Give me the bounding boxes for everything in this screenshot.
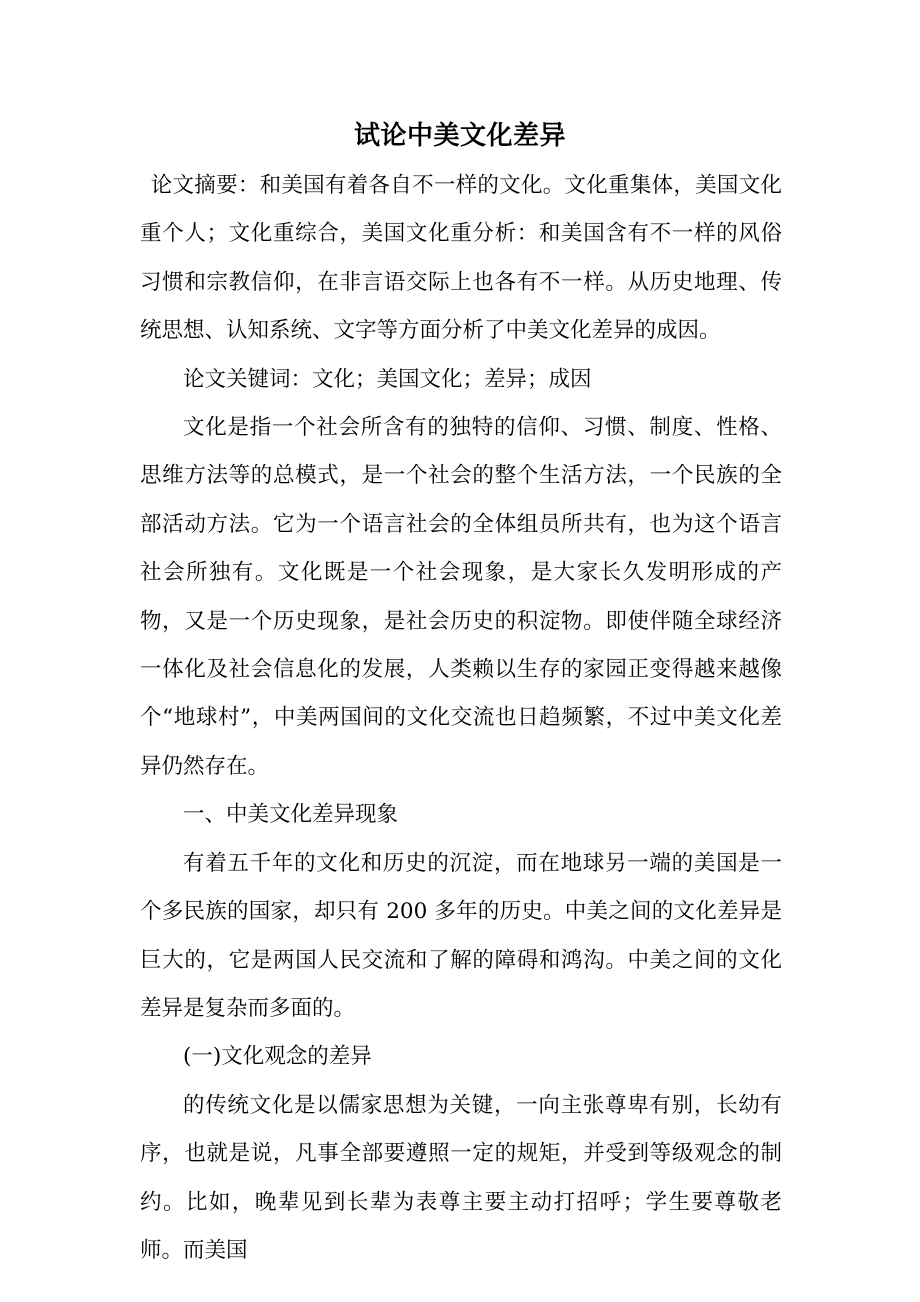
body-paragraph: 的传统文化是以儒家思想为关键，一向主张尊卑有别，长幼有序，也就是说，凡事全部要遵照一定的规矩，并受到等级观念的制约。比如，晚辈见到长辈为表尊主要主动打招呼；学生要尊敬老师。而美国 [140,1092,782,1263]
document-body [140,162,782,1275]
subsection-heading: (一)文化观念的差异 [183,1044,372,1070]
body-paragraph: 文化是指一个社会所含有的独特的信仰、习惯、制度、性格、思维方法等的总模式，是一个社会的整个生活方法，一个民族的全部活动方法。它为一个语言社会的全体组员所共有，也为这个语言社会所独有。文化既是一个社会现象，是大家长久发明形成的产物，又是一个历史现象，是社会历史的积淀物。即使伴随全球经济一体化及社会信息化的发展，人类赖以生存的家园正变得越来越像个“地球村”，中美两国间的文化交流也日趋频繁，不过中美文化差异仍然存在。 [140,415,782,779]
body-paragraph: 有着五千年的文化和历史的沉淀，而在地球另一端的美国是一个多民族的国家，却只有 200 多年的历史。中美之间的文化差异是巨大的，它是两国人民交流和了解的障碍和鸿沟。中美之间的文化差异是复杂而多面的。 [140,850,782,1021]
keywords-paragraph: 论文关键词：文化；美国文化；差异；成因 [183,366,592,392]
abstract-paragraph: 论文摘要：和美国有着各自不一样的文化。文化重集体，美国文化重个人；文化重综合，美国文化重分析：和美国含有不一样的风俗习惯和宗教信仰，在非言语交际上也各有不一样。从历史地理、传统思想、认知系统、文字等方面分析了中美文化差异的成因。 [140,173,782,344]
document-title: 试论中美文化差异 [353,121,566,151]
section-heading: 一、中美文化差异现象 [183,802,399,828]
